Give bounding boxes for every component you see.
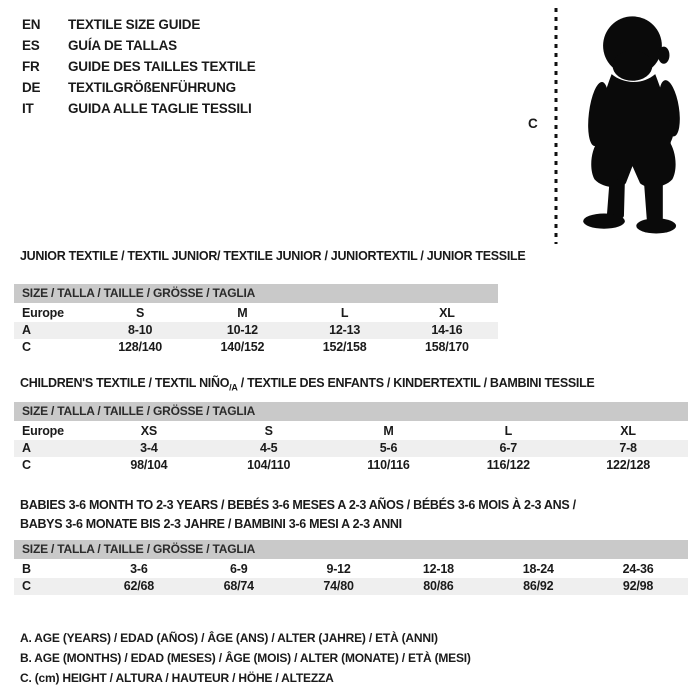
table-cell: 98/104 — [130, 458, 168, 472]
table-row-height — [14, 457, 688, 474]
table-cell: 9-12 — [326, 562, 351, 576]
lang-label: TEXTILE SIZE GUIDE — [68, 17, 201, 32]
table-cell: 18-24 — [522, 562, 554, 576]
col-header-cell: M — [237, 306, 248, 320]
size-bar: SIZE / TALLA / TAILLE / GRÖSSE / TAGLIA — [14, 402, 688, 421]
table-cell: 3-6 — [130, 562, 148, 576]
height-measure-line — [552, 8, 560, 244]
lang-label: GUÍA DE TALLAS — [68, 38, 177, 53]
row-label: B — [22, 562, 31, 576]
table-row-age — [14, 440, 688, 457]
table-cell: 4-5 — [259, 441, 278, 455]
lang-label: TEXTILGRÖßENFÜHRUNG — [68, 80, 236, 95]
table-header-row — [14, 305, 498, 322]
table-cell: 68/74 — [223, 579, 254, 593]
note-age-months: B. AGE (MONTHS) / EDAD (MESES) / ÂGE (MOIS) / ALTER (MONATE) / ETÀ (MESI) — [20, 651, 471, 665]
table-row-age — [14, 322, 498, 339]
table-cell: 5-6 — [379, 441, 398, 455]
children-section-heading — [20, 376, 594, 393]
table-cell: 6-7 — [499, 441, 518, 455]
col-header-cell: XS — [140, 424, 158, 438]
lang-label: GUIDE DES TAILLES TEXTILE — [68, 59, 256, 74]
children-heading-post: / TEXTILE DES ENFANTS / KINDERTEXTIL / BAMBINI TESSILE — [237, 376, 595, 390]
row-label: A — [22, 323, 31, 337]
babies-heading-line1: BABIES 3-6 MONTH TO 2-3 YEARS / BEBÉS 3-6 MESES A 2-3 AÑOS / BÉBÉS 3-6 MOIS À 2-3 ANS / — [20, 498, 576, 512]
table-row-months — [14, 561, 688, 578]
figure-block — [528, 6, 698, 244]
lang-code: IT — [22, 101, 34, 116]
lang-code: EN — [22, 17, 41, 32]
table-cell: 62/68 — [123, 579, 155, 593]
lang-code: FR — [22, 59, 40, 74]
table-header-row — [14, 423, 688, 440]
row-label: C — [22, 579, 31, 593]
col-header-cell: S — [264, 424, 273, 438]
table-cell: 12-18 — [422, 562, 454, 576]
table-cell: 3-4 — [140, 441, 158, 455]
lang-row-es — [22, 35, 256, 56]
legend-notes — [20, 628, 471, 688]
col-header-cell: M — [383, 424, 394, 438]
row-label: C — [22, 340, 31, 354]
lang-row-fr — [22, 56, 256, 77]
table-cell: 110/116 — [367, 458, 410, 472]
children-size-table — [14, 402, 688, 474]
table-cell: 104/110 — [247, 458, 291, 472]
row-label: A — [22, 441, 31, 455]
language-title-list — [22, 14, 256, 119]
table-cell: 158/170 — [424, 340, 469, 354]
babies-heading-line2: BABYS 3-6 MONATE BIS 2-3 JAHRE / BAMBINI 3-6 MESI A 2-3 ANNI — [20, 517, 402, 531]
table-cell: 10-12 — [226, 323, 258, 337]
table-cell: 74/80 — [323, 579, 354, 593]
toddler-silhouette-image — [568, 6, 696, 240]
row-label: C — [22, 458, 31, 472]
table-cell: 12-13 — [329, 323, 361, 337]
junior-section-heading: JUNIOR TEXTILE / TEXTIL JUNIOR/ TEXTILE JUNIOR / JUNIORTEXTIL / JUNIOR TESSILE — [20, 249, 526, 263]
table-cell: 140/152 — [220, 340, 265, 354]
children-heading-sub: /A — [229, 382, 238, 393]
height-measure-label: C — [528, 116, 538, 131]
col-header-cell: L — [504, 424, 512, 438]
table-row-height — [14, 339, 498, 356]
table-cell: 6-9 — [230, 562, 248, 576]
table-cell: 86/92 — [523, 579, 554, 593]
table-cell: 24-36 — [622, 562, 654, 576]
table-cell: 122/128 — [606, 458, 650, 472]
col-header-cell: XL — [439, 306, 455, 320]
children-heading-pre: CHILDREN'S TEXTILE / TEXTIL NIÑO — [20, 376, 230, 390]
lang-row-it — [22, 98, 256, 119]
col-header-cell: S — [136, 306, 145, 320]
table-row-height — [14, 578, 688, 595]
row-label: Europe — [22, 424, 64, 438]
babies-section-heading — [20, 496, 576, 534]
table-cell: 152/158 — [322, 340, 367, 354]
lang-row-en — [22, 14, 256, 35]
table-cell: 92/98 — [622, 579, 654, 593]
note-age-years: A. AGE (YEARS) / EDAD (AÑOS) / ÂGE (ANS) / ALTER (JAHRE) / ETÀ (ANNI) — [20, 631, 438, 645]
table-cell: 8-10 — [128, 323, 153, 337]
table-cell: 80/86 — [423, 579, 454, 593]
size-bar: SIZE / TALLA / TAILLE / GRÖSSE / TAGLIA — [14, 540, 688, 559]
table-cell: 128/140 — [118, 340, 163, 354]
lang-label: GUIDA ALLE TAGLIE TESSILI — [68, 101, 252, 116]
lang-code: ES — [22, 38, 40, 53]
table-cell: 14-16 — [431, 323, 463, 337]
junior-size-table — [14, 284, 498, 356]
babies-size-table — [14, 540, 688, 595]
table-cell: 7-8 — [619, 441, 637, 455]
col-header-cell: XL — [620, 424, 636, 438]
table-cell: 116/122 — [486, 458, 530, 472]
size-bar: SIZE / TALLA / TAILLE / GRÖSSE / TAGLIA — [14, 284, 498, 303]
row-label: Europe — [22, 306, 64, 320]
lang-row-de — [22, 77, 256, 98]
col-header-cell: L — [340, 306, 349, 320]
lang-code: DE — [22, 80, 41, 95]
note-height-cm: C. (cm) HEIGHT / ALTURA / HAUTEUR / HÖHE / ALTEZZA — [20, 671, 334, 685]
